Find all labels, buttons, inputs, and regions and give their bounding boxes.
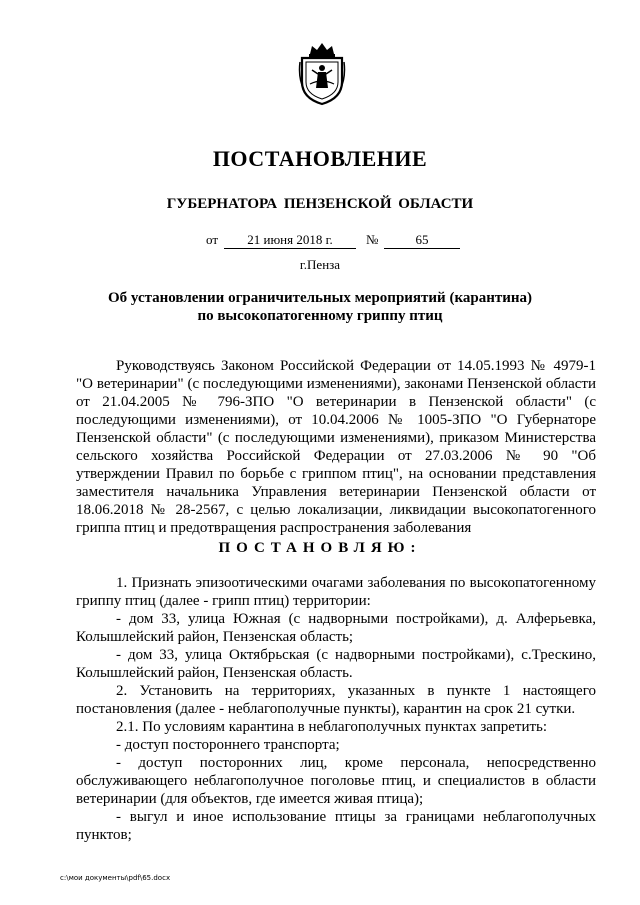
clause-item: - доступ посторонних лиц, кроме персонала, непосредственно обслуживающего неблагополучное поголовье птиц, и специалистов в области ветеринарии (для объектов, где имеется живая птица);: [76, 755, 596, 807]
issuer-title: ГУБЕРНАТОРА ПЕНЗЕНСКОЙ ОБЛАСТИ: [166, 196, 474, 212]
preamble-text: Руководствуясь Законом Российской Федерации от 14.05.1993 № 4979-1 "О ветеринарии" (с последующими изменениями), законами Пензенской области от 21.04.2005 № 796-ЗПО "О ветеринарии в Пензенской области" (с последующими изменениями), от 10.04.2006 № 1005-ЗПО "О Губернаторе Пензенской области" (с последующими изменениями), приказом Министерства сельского хозяйства Российской Федерации от 27.03.2006 № 90 "Об утверждении Правил по борьбе с гриппом птиц", на основании представления заместителя начальника Управления ветеринарии Пензенской области от 18.06.2018 № 28-2567, с целью локализации, ликвидации высокопатогенного гриппа птиц и предотвращения распространения заболевания: [76, 358, 596, 536]
clauses: [76, 574, 596, 844]
clause-item: - выгул и иное использование птицы за границами неблагополучных пунктов;: [76, 809, 596, 843]
clause-item: 2.1. По условиям карантина в неблагополучных пунктах запретить:: [116, 719, 548, 735]
clause-item: - дом 33, улица Южная (с надворными постройками), д. Алферьевка, Колышлейский район, Пензенская область;: [76, 611, 596, 645]
clause-item: - дом 33, улица Октябрьская (с надворными постройками), с.Трескино, Колышлейский район, Пензенская область.: [76, 647, 596, 681]
clause-item: 1. Признать эпизоотическими очагами заболевания по высокопатогенному гриппу птиц (далее - грипп птиц) территории:: [76, 575, 596, 609]
document-number: 65: [384, 232, 460, 249]
subject-line-1: Об установлении ограничительных мероприятий (карантина): [107, 290, 532, 306]
number-label: №: [366, 232, 379, 247]
document-title: ПОСТАНОВЛЕНИЕ: [212, 146, 428, 171]
document-date: 21 июня 2018 г.: [224, 232, 356, 249]
date-from-label: от: [206, 232, 219, 247]
document-subject: [100, 289, 540, 325]
preamble: [76, 357, 596, 537]
decree-heading: ПОСТАНОВЛЯЮ:: [218, 540, 422, 556]
clause-item: - доступ постороннего транспорта;: [116, 737, 340, 753]
clause-item: 2. Установить на территориях, указанных в пункте 1 настоящего постановления (далее - неблагополучные пункты), карантин на срок 21 сутки.: [76, 683, 596, 717]
file-path-footer: c:\мои документы\pdf\65.docx: [60, 874, 171, 882]
city: г.Пенза: [299, 257, 341, 272]
subject-line-2: по высокопатогенному гриппу птиц: [197, 308, 443, 324]
penza-coat-of-arms-icon: [298, 40, 346, 106]
